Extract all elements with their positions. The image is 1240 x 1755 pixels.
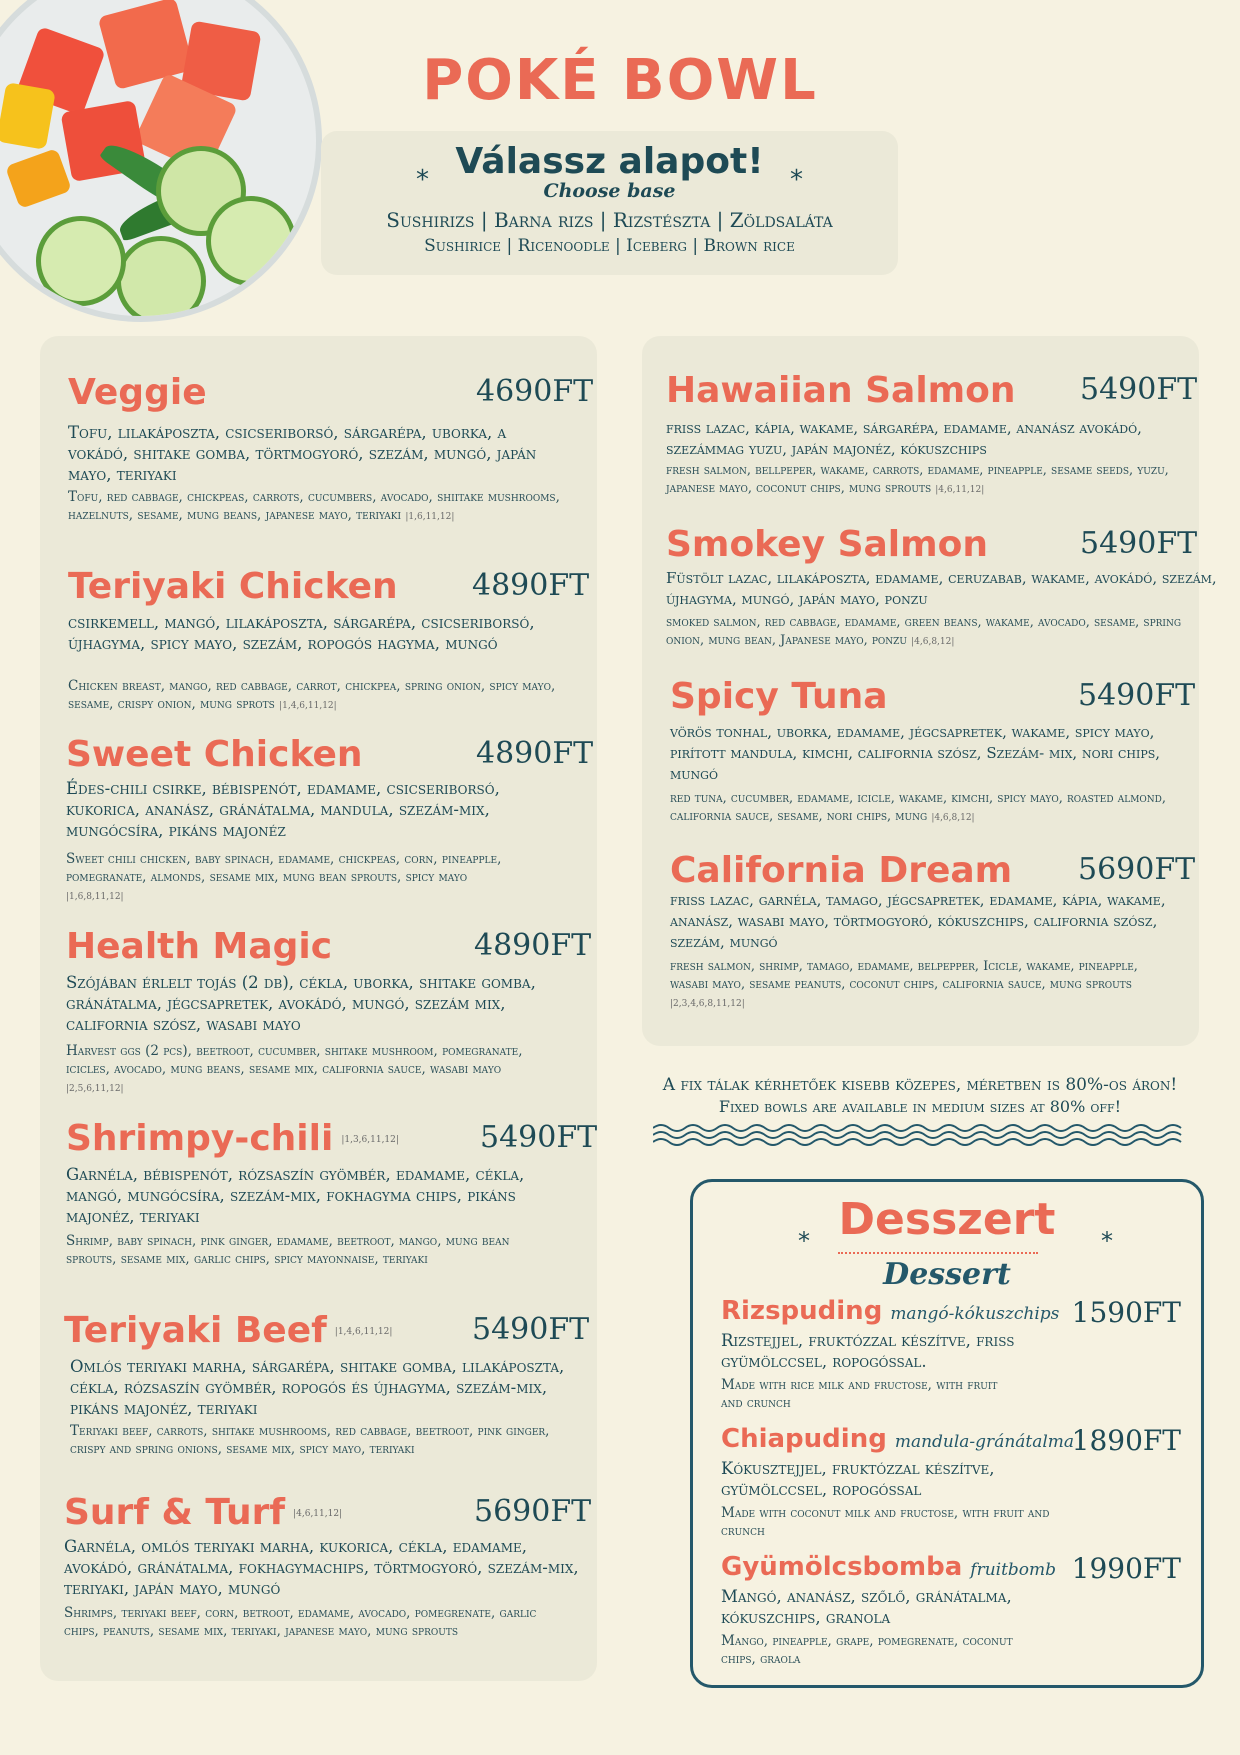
note-hu: A fix tálak kérhetőek kisebb közepes, méretben is 80%-os áron!: [662, 1075, 1178, 1095]
dessert-price: 1890FT: [1071, 1424, 1181, 1457]
dessert-heading: Desszert: [838, 1194, 1056, 1245]
item-name: Teriyaki Beef |1,4,6,11,12|: [64, 1310, 393, 1351]
dessert-item: [721, 1424, 1181, 1540]
item-price: 5690FT: [474, 1494, 592, 1529]
wave-divider: [653, 1123, 1185, 1147]
star-icon: *: [790, 165, 803, 195]
item-description-hu: friss lazac, kápia, wakame, sárgarépa, edamame, ananász avokádó, szezámmag yuzu, japán majonéz, kókuszchips: [666, 419, 1142, 458]
item-price: 4890FT: [472, 568, 590, 603]
item-description-hu: Omlós teriyaki marha, sárgarépa, shitake gomba, lilakáposzta, cékla, rózsaszín gyömbér, ropogós és újhagyma, szezám-mix, pikáns majonéz, teriyaki: [70, 1357, 565, 1418]
dessert-topping: mangó-kókuszchips: [890, 1304, 1060, 1324]
dessert-item: [721, 1296, 1181, 1412]
item-name: Shrimpy-chili |1,3,6,11,12|: [66, 1118, 399, 1159]
dessert-description-hu: Kókusztejjel, fruktózzal készítve, gyümölccsel, ropogóssal: [721, 1459, 995, 1499]
item-price: 5490FT: [480, 1120, 598, 1155]
item-description-en: fresh salmon, shrimp, tamago, edamame, belpepper, Icicle, wakame, pineapple, wasabi mayo, sesame peanuts, coconut chips, california sauce, mung sprouts |2,3,4,6,8,11,12|: [670, 959, 1138, 1009]
dessert-item: [721, 1552, 1181, 1668]
item-name: California Dream: [670, 850, 1013, 891]
item-description-en: Shrimps, teriyaki beef, corn, betroot, edamame, avocado, pomegrenate, garlic chips, peanuts, sesame mix, teriyaki, japanese mayo, mung sprouts: [64, 1605, 537, 1639]
base-options-en: Sushirice | Ricenoodle | Iceberg | Brown rice: [424, 236, 795, 256]
item-description-en: Shrimp, baby spinach, pink ginger, edamame, beetroot, mango, mung bean sprouts, sesame mix, garlic chips, spicy mayonnaise, teriyaki: [66, 1233, 510, 1267]
item-description-hu: Szójában érlelt tojás (2 db), cékla, uborka, shitake gomba, gránátalma, jégcsapretek, avokádó, mungó, szezám mix, california szósz, wasabi mayo: [66, 973, 536, 1034]
item-name: Health Magic: [66, 926, 333, 967]
item-allergens: |4,6,11,12|: [293, 1509, 343, 1519]
item-description-hu: Édes-chili csirke, bébispenót, edamame, csicseriborsó, kukorica, ananász, gránátalma, mandula, szezám-mix, mungócsíra, pikáns majonéz: [66, 779, 500, 840]
item-name: Teriyaki Chicken: [68, 566, 398, 607]
dessert-name: Gyümölcsbomba: [721, 1552, 963, 1582]
dessert-name: Rizspuding: [721, 1296, 883, 1326]
item-description-en: Chicken breast, mango, red cabbage, carrot, chickpea, spring onion, spicy mayo, sesame, crispy onion, mung sprots |1,4,6,11,12|: [68, 678, 556, 712]
item-description-en: red tuna, cucumber, edamame, icicle, wakame, kimchi, spicy mayo, roasted almond, california sauce, sesame, nori chips, mung |4,6,8,12|: [670, 791, 1167, 824]
item-description-hu: csirkemell, mangó, lilakáposzta, sárgarépa, csicseriborsó, újhagyma, spicy mayo, szezám, ropogós hagyma, mungó: [68, 613, 535, 653]
item-description-hu: vörös tonhal, uborka, edamame, jégcsapretek, wakame, spicy mayo, pirított mandula, kimchi, california szósz, Szezám- mix, nori chips, mungó: [670, 723, 1161, 783]
item-price: 5490FT: [1080, 526, 1198, 561]
star-icon: *: [416, 165, 429, 195]
item-allergens: |1,4,6,11,12|: [334, 1327, 393, 1337]
item-price: 5490FT: [1078, 678, 1196, 713]
item-description-en: Teriyaki beef, carrots, shitake mushrooms, red cabbage, beetroot, pink ginger, crispy and spring onions, sesame mix, spicy mayo, teriyaki: [70, 1423, 550, 1457]
base-subheading: Choose base: [543, 180, 676, 202]
item-name: Sweet Chicken: [66, 734, 363, 775]
note-en: Fixed bowls are available in medium sizes at 80% off!: [718, 1097, 1122, 1116]
medium-size-note: [630, 1075, 1210, 1116]
dessert-subheading: Dessert: [883, 1257, 1011, 1292]
item-price: 4890FT: [476, 736, 594, 771]
dessert-description-en: Mango, pineapple, grape, pomegrenate, coconut chips, graola: [721, 1633, 1013, 1667]
item-description-hu: Garnéla, omlós teriyaki marha, kukorica, cékla, edamame, avokádó, gránátalma, fokhagymachips, törtmogyoró, szezám-mix, teriyaki, japán mayo, mungó: [64, 1537, 579, 1598]
item-description-hu: Füstölt lazac, lilakáposzta, edamame, ceruzabab, wakame, avokádó, szezám, újhagyma, mungó, japán mayo, ponzu: [666, 569, 1217, 608]
dessert-description-hu: Rizstejjel, fruktózzal készítve, friss gyümölccsel, ropogóssal.: [721, 1331, 1015, 1371]
item-name: Surf & Turf |4,6,11,12|: [64, 1492, 343, 1533]
item-description-hu: Garnéla, bébispenót, rózsaszín gyömbér, edamame, cékla, mangó, mungócsíra, szezám-mix, fokhagyma chips, pikáns majonéz, teriyaki: [66, 1165, 525, 1226]
base-heading: Válassz alapot!: [455, 141, 764, 182]
item-name: Spicy Tuna: [670, 676, 888, 717]
item-name: Smokey Salmon: [666, 524, 988, 565]
dessert-description-en: Made with rice milk and fructose, with fruit and crunch: [721, 1377, 998, 1411]
item-name: Veggie: [68, 372, 207, 413]
dessert-price: 1590FT: [1071, 1296, 1181, 1329]
page-title: POKÉ BOWL: [422, 48, 818, 113]
item-description-hu: Tofu, lilakáposzta, csicseriborsó, sárgarépa, uborka, a vokádó, shitake gomba, törtmogyoró, szezám, mungó, japán mayo, teriyaki: [68, 423, 537, 484]
dessert-description-en: Made with coconut milk and fructose, with fruit and crunch: [721, 1505, 1050, 1539]
base-selection-box: [321, 131, 898, 275]
item-description-en: Sweet chili chicken, baby spinach, edamame, chickpeas, corn, pineapple, pomegranate, almonds, sesame mix, mung bean sprouts, spicy mayo |1,6,8,11,12|: [66, 851, 502, 902]
item-price: 5490FT: [1080, 372, 1198, 407]
star-icon: *: [1101, 1227, 1113, 1255]
star-icon: *: [798, 1227, 810, 1255]
dessert-box: [690, 1179, 1204, 1688]
item-price: 5690FT: [1078, 852, 1196, 887]
item-price: 4690FT: [476, 374, 594, 409]
item-description-en: Harvest ggs (2 pcs), beetroot, cucumber, shitake mushroom, pomegranate, icicles, avocado, mung beans, sesame mix, california sauce, wasabi mayo |2,5,6,11,12|: [66, 1043, 523, 1094]
item-allergens: |1,3,6,11,12|: [341, 1135, 399, 1145]
divider: [838, 1252, 1038, 1254]
dessert-description-hu: Mangó, ananász, szőlő, gránátalma, kókuszchips, granola: [721, 1587, 1012, 1627]
dessert-price: 1990FT: [1071, 1552, 1181, 1585]
dessert-topping: fruitbomb: [970, 1560, 1057, 1580]
item-name: Hawaiian Salmon: [666, 370, 1016, 411]
item-description-hu: friss lazac, garnéla, tamago, jégcsapretek, edamame, kápia, wakame, ananász, wasabi mayo, törtmogyoró, kókuszchips, california szósz, szezám, mungó: [670, 891, 1166, 951]
item-description-en: Tofu, red cabbage, chickpeas, carrots, cucumbers, avocado, shiitake mushrooms, hazelnuts, sesame, mung beans, japanese mayo, teriyaki |1,6,11,12|: [68, 489, 560, 523]
item-price: 4890FT: [474, 928, 592, 963]
item-description-en: smoked salmon, red cabbage, edamame, green beans, wakame, avocado, sesame, spring onion, mung bean, Japanese mayo, ponzu |4,6,8,12|: [666, 615, 1182, 648]
dessert-name: Chiapuding: [721, 1424, 887, 1454]
dessert-topping: mandula-gránátalma: [894, 1432, 1075, 1452]
item-price: 5490FT: [472, 1312, 590, 1347]
base-options-hu: Sushirizs | Barna rizs | Rizstészta | Zöldsaláta: [386, 208, 833, 232]
item-description-en: fresh salmon, bellpeper, wakame, carrots, edamame, pineapple, sesame seeds, yuzu, japanese mayo, coconut chips, mung sprouts |4,6,11,12|: [666, 463, 1169, 496]
